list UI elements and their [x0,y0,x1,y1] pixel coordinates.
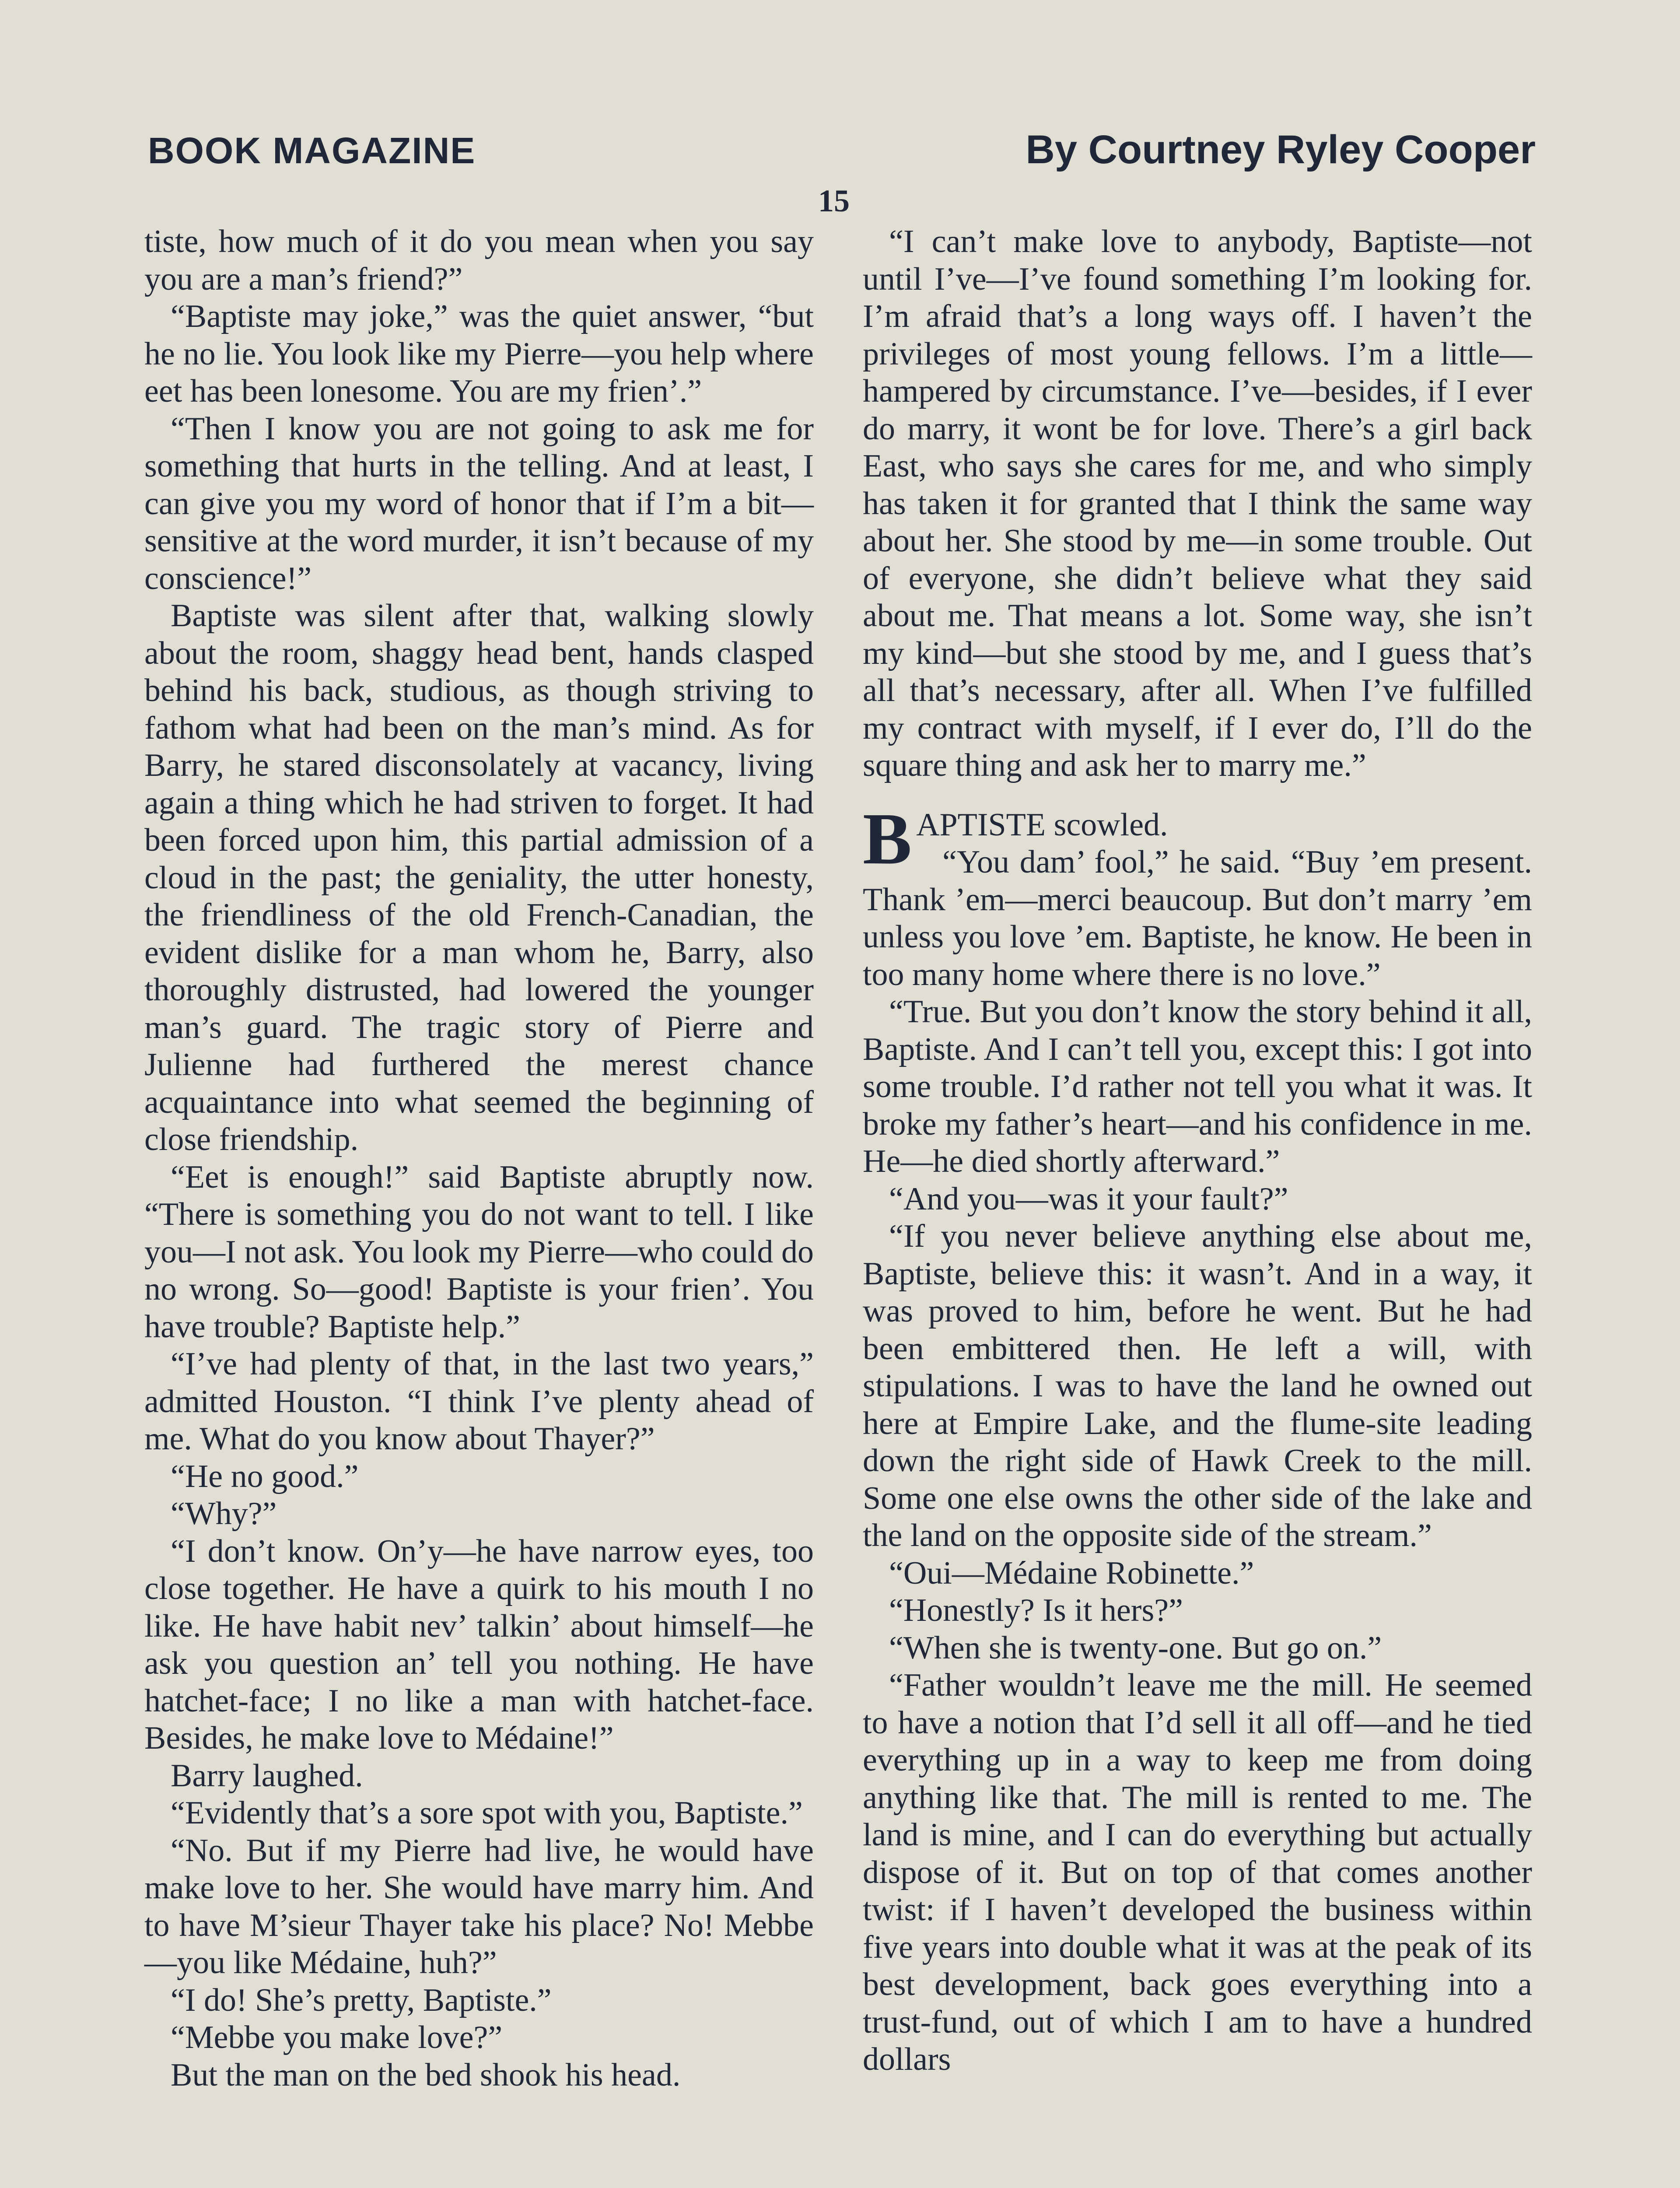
paragraph: “No. But if my Pierre had live, he would have make love to her. She would have marry him. And to have M’sieur Thayer take his place? No! Mebbe—you like Médaine, huh?” [144,1832,814,1981]
paragraph: “Eet is enough!” said Baptiste abruptly now. “There is something you do not want to tell. I like you—I not ask. You look my Pierre—who could do no wrong. So—good! Baptiste is your frien’. You have trouble? Baptiste help.” [144,1159,814,1345]
paragraph: “Baptiste may joke,” was the quiet answer, “but he no lie. You look like my Pierre—you help where eet has been lonesome. You are my frien’.” [144,298,814,409]
paragraph: Barry laughed. [171,1757,363,1794]
paragraph: “You dam’ fool,” he said. “Buy ’em present. Thank ’em—merci beaucoup. But don’t marry ’em unless you love ’em. Baptiste, he know. He been in too many home where there is no love.” [863,844,1532,992]
paragraph: “And you—was it your fault?” [889,1181,1288,1217]
paragraph: “I’ve had plenty of that, in the last two years,” admitted Houston. “I think I’ve plenty ahead of me. What do you know about Thayer?” [144,1346,814,1457]
author-byline: By Courtney Ryley Cooper [1026,127,1536,172]
paragraph: “Mebbe you make love?” [171,2020,503,2055]
paragraph: “Then I know you are not going to ask me for something that hurts in the telling. And at least, I can give you my word of honor that if I’m a bit—sensitive at the word murder, it isn’t because of my conscience!” [144,410,814,596]
drop-cap: B [863,798,912,880]
paragraph: “He no good.” [171,1458,359,1494]
left-column [144,223,814,2094]
paragraph: “Evidently that’s a sore spot with you, Baptiste.” [171,1795,803,1831]
drop-cap-tail: scowled. [1046,806,1168,843]
paragraph: “Honestly? Is it hers?” [889,1592,1183,1628]
paragraph: Baptiste was silent after that, walking slowly about the room, shaggy head bent, hands clasped behind his back, studious, as though striving to fathom what had been on the man’s mind. As for Barry, he stared disconsolately at vacancy, living again a thing which he had striven to forget. It had been forced upon him, this partial admission of a cloud in the past; the geniality, the utter honesty, the friendliness of the old French-Canadian, the evident dislike for a man whom he, Barry, also thoroughly distrusted, had lowered the younger man’s guard. The tragic story of Pierre and Julienne had furthered the merest chance acquaintance into what seemed the beginning of close friendship. [144,598,814,1157]
paragraph: “True. But you don’t know the story behind it all, Baptiste. And I can’t tell you, except this: I got into some trouble. I’d rather not tell you what it was. It broke my father’s heart—and his confidence in me. He—he died shortly afterward.” [863,994,1532,1179]
paragraph: “Father wouldn’t leave me the mill. He seemed to have a notion that I’d sell it all off—and he tied everything up in a way to keep me from doing anything like that. The mill is rented to me. The land is mine, and I can do everything but actually dispose of it. But on top of that comes another twist: if I haven’t developed the business within five years into double what it was at the peak of its best development, back goes everything into a trust-fund, out of which I am to have a hundred dollars [863,1667,1532,2077]
paragraph: “I can’t make love to anybody, Baptiste—not until I’ve—I’ve found something I’m looking for. I’m afraid that’s a long ways off. I haven’t the privileges of most young fellows. I’m a little—hampered by circumstance. I’ve—besides, if I ever do marry, it wont be for love. There’s a girl back East, who says she cares for me, and who simply has taken it for granted that I think the same way about her. She stood by me—in some trouble. Out of everyone, she didn’t believe what they said about me. That means a lot. Some way, she isn’t my kind—but she stood by me, and I guess that’s all that’s necessary, after all. When I’ve fulfilled my contract with myself, if I ever do, I’ll do the square thing and ask her to marry me.” [863,224,1532,783]
magazine-title: BOOK MAGAZINE [148,130,476,171]
page-number: 15 [818,183,850,218]
paragraph: “Why?” [171,1496,277,1532]
paragraph: tiste, how much of it do you mean when you say you are a man’s friend?” [144,224,814,297]
paragraph: “Oui—Médaine Robinette.” [889,1555,1254,1591]
paragraph: But the man on the bed shook his head. [171,2057,681,2093]
paragraph: “When she is twenty-one. But go on.” [889,1630,1382,1666]
paragraph: “I don’t know. On’y—he have narrow eyes, too close together. He have a quirk to his mouth I no like. He have habit nev’ talkin’ about himself—he ask you question an’ tell you nothing. He have hatchet-face; I no like a man with hatchet-face. Besides, he make love to Médaine!” [144,1533,814,1756]
paragraph: “If you never believe anything else about me, Baptiste, believe this: it wasn’t. And in a way, it was proved to him, before he went. But he had been embittered then. He left a will, with stipulations. I was to have the land he owned out here at Empire Lake, and the flume-site leading down the right side of Hawk Creek to the mill. Some one else owns the other side of the lake and the land on the opposite side of the stream.” [863,1218,1532,1553]
paragraph: “I do! She’s pretty, Baptiste.” [171,1982,552,2018]
drop-cap-word-rest: APTISTE [916,806,1046,843]
right-column [863,223,1532,2079]
section-start-paragraph [863,798,1532,880]
